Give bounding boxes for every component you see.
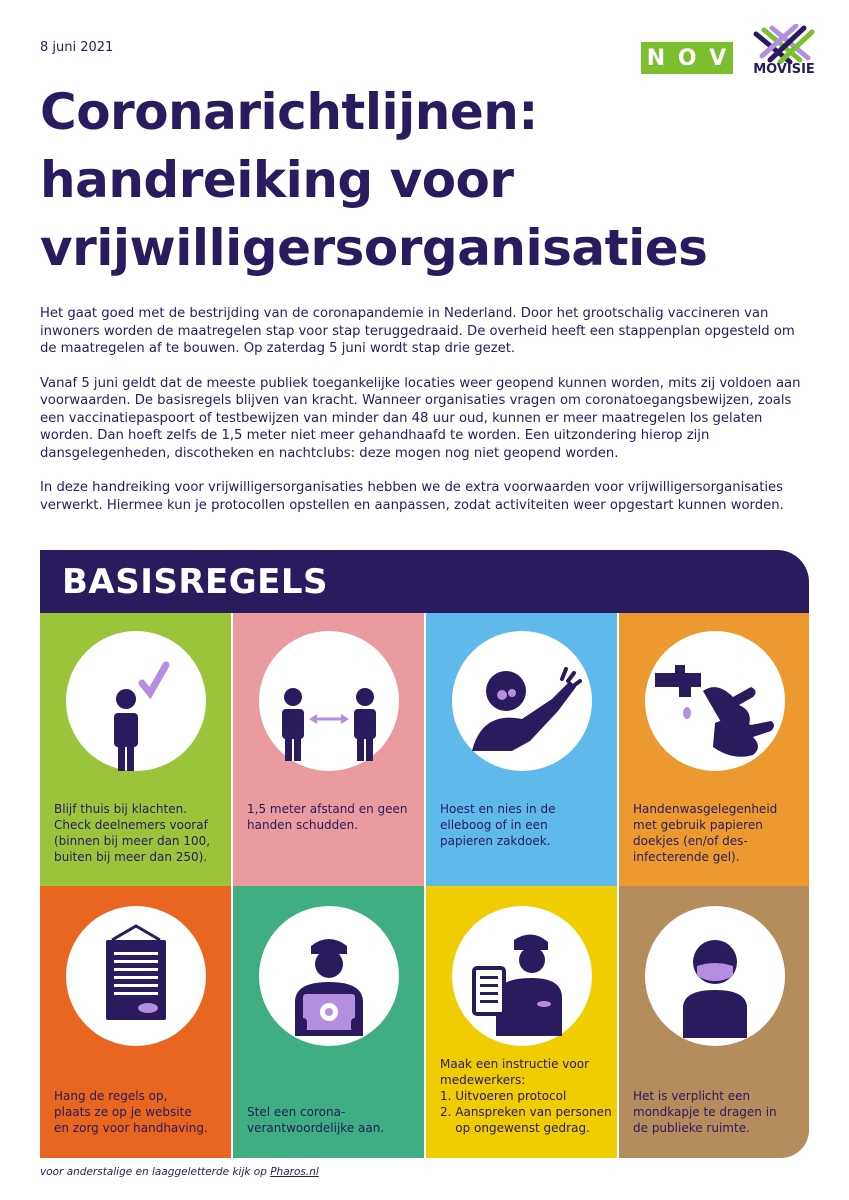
- nov-letter: V: [709, 45, 728, 71]
- rule-text-line: elleboog of in een: [440, 818, 548, 832]
- distance-icon: [259, 631, 399, 771]
- rule-text-line: handen schudden.: [247, 818, 359, 832]
- intro-paragraph: In deze handreiking voor vrijwilligersorganisaties hebben we de extra voorwaarden voor vrijwilligersorganisaties verwerkt. Hiermee kun je protocollen opstellen en aanpassen, zodat activiteiten weer opgestart kunnen worden.: [40, 480, 784, 513]
- rule-text-line: met gebruik papieren: [633, 818, 763, 832]
- staff-instruction-icon: [452, 906, 592, 1046]
- icon-circle: [259, 906, 399, 1046]
- rule-text: [247, 801, 417, 833]
- rule-text-line: 1,5 meter afstand en geen: [247, 802, 408, 816]
- pharos-link[interactable]: Pharos.nl: [270, 1166, 319, 1178]
- rule-text-line: verantwoordelijke aan.: [247, 1121, 385, 1135]
- title-line: handreiking voor: [40, 151, 514, 209]
- corona-officer-icon: [259, 906, 399, 1046]
- nov-letter: O: [677, 45, 698, 71]
- rule-text-line: Stel een corona-: [247, 1105, 346, 1119]
- nov-logo: [641, 42, 733, 74]
- rule-tile: [426, 613, 617, 886]
- icon-circle: [452, 906, 592, 1046]
- rule-tile: [233, 886, 424, 1158]
- rule-tile: [40, 613, 231, 886]
- rule-tile: [619, 613, 809, 886]
- rule-text-line: doekjes (en/of des-: [633, 834, 748, 848]
- rule-text: [440, 1056, 610, 1136]
- page-title: [40, 78, 820, 282]
- rule-text-line: mondkapje te dragen in: [633, 1105, 777, 1119]
- rule-text-line: buiten bij meer dan 250).: [54, 850, 208, 864]
- icon-circle: [66, 631, 206, 771]
- rule-text-line: Het is verplicht een: [633, 1089, 751, 1103]
- icon-circle: [645, 906, 785, 1046]
- face-mask-icon: [645, 906, 785, 1046]
- rule-tile: [426, 886, 617, 1158]
- icon-circle: [452, 631, 592, 771]
- icon-circle: [645, 631, 785, 771]
- icon-circle: [259, 631, 399, 771]
- intro-paragraph: Het gaat goed met de bestrijding van de coronapandemie in Nederland. Door het grootschalig vaccineren van inwoners worden de maatregelen stap voor stap teruggedraaid. De overheid heeft een stappenplan opgesteld om de maatregelen af te bouwen. Op zaterdag 5 juni wordt stap drie gezet.: [40, 306, 795, 356]
- rule-text-line: Maak een instructie voor: [440, 1057, 589, 1071]
- handwash-icon: [645, 631, 785, 771]
- nov-letter: N: [646, 45, 667, 71]
- rule-text-line: Hang de regels op,: [54, 1089, 168, 1103]
- movisie-wordmark: MOVISIE: [753, 62, 815, 77]
- rule-text-line: infecterende gel).: [633, 850, 740, 864]
- rule-tile: [233, 613, 424, 886]
- rule-text: [633, 801, 803, 865]
- rule-text-line: de publieke ruimte.: [633, 1121, 750, 1135]
- person-check-icon: [66, 631, 206, 771]
- rule-text-line: en zorg voor handhaving.: [54, 1121, 208, 1135]
- movisie-logo: [750, 24, 818, 86]
- rule-text: [247, 1104, 417, 1136]
- movisie-mark-icon: [750, 24, 818, 64]
- rule-tile: [619, 886, 809, 1158]
- footer-note: [40, 1166, 319, 1178]
- title-line: vrijwilligersorganisaties: [40, 219, 708, 277]
- rule-text-line: Check deelnemers vooraf: [54, 818, 208, 832]
- notice-board-icon: [66, 906, 206, 1046]
- banner-title: BASISREGELS: [62, 562, 329, 602]
- rule-text-line: 2. Aanspreken van personen: [440, 1105, 612, 1119]
- rule-text-line: papieren zakdoek.: [440, 834, 551, 848]
- rule-text: [54, 1088, 224, 1136]
- rule-text-line: Handenwasgelegenheid: [633, 802, 778, 816]
- rule-text-line: plaats ze op je website: [54, 1105, 192, 1119]
- rule-tile: [40, 886, 231, 1158]
- icon-circle: [66, 906, 206, 1046]
- date: 8 juni 2021: [40, 40, 114, 55]
- footer-text: voor anderstalige en laaggeletterde kijk op: [40, 1166, 271, 1178]
- basisregels-banner: [40, 550, 809, 613]
- rule-text: [440, 801, 610, 849]
- rule-text: [633, 1088, 803, 1136]
- intro-text: [40, 305, 810, 531]
- rule-text-line: (binnen bij meer dan 100,: [54, 834, 211, 848]
- sneeze-elbow-icon: [452, 631, 592, 771]
- rule-text-line: 1. Uitvoeren protocol: [440, 1089, 567, 1103]
- rule-text: [54, 801, 224, 865]
- rule-text-line: medewerkers:: [440, 1073, 526, 1087]
- rule-text-line: Blijf thuis bij klachten.: [54, 802, 188, 816]
- rule-text-line: Hoest en nies in de: [440, 802, 556, 816]
- intro-paragraph: Vanaf 5 juni geldt dat de meeste publiek toegankelijke locaties weer geopend kunnen worden, mits zij voldoen aan voorwaarden. De basisregels blijven van kracht. Wanneer organisaties vragen om coronatoegangsbewijzen, zoals een vaccinatiepaspoort of testbewijzen van minder dan 48 uur oud, kunnen er meer maatregelen los gelaten worden. Dan hoeft zelfs de 1,5 meter niet meer gehandhaafd te worden. Een uitzondering hierop zijn dansgelegenheden, discotheken en nachtclubs: deze mogen nog niet geopend worden.: [40, 375, 801, 461]
- title-line: Coronarichtlijnen:: [40, 83, 538, 141]
- rule-text-line: op ongewenst gedrag.: [440, 1121, 590, 1135]
